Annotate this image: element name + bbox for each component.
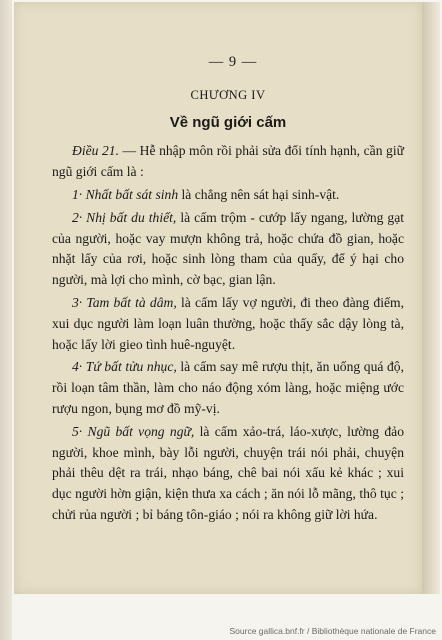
book-binding <box>0 0 12 640</box>
page-text <box>52 52 404 528</box>
article-text: — Hễ nhập môn rồi phải sửa đổi tính hạnh, cần giữ ngũ giới cấm là : <box>52 143 404 180</box>
precept-text: là cấm lấy vợ người, đi theo đàng điếm, xui dục người làm loạn luân thường, hoặc thấy sắc dậy lòng tà, hoặc lấy lời gieo tình huê-nguyệt. <box>52 294 405 352</box>
precept-label: 3· Tam bất tà dâm, <box>72 294 177 310</box>
chapter-heading: CHƯƠNG IV <box>190 87 266 102</box>
precept-text: là cấm xảo-trá, láo-xược, lường đảo người, khoe mình, bày lỗi người, chuyện trái nói phải, chuyện phải thêu dệt ra trái, nhạo báng, chê bai nói xấu kẻ khác ; xui dục người hờn giận, kiện thưa xa cách ; ăn nói lỗ mãng, thô tục ; chửi rủa người ; bỉ báng tôn-giáo ; nói ra không giữ lời hứa. <box>52 423 404 522</box>
page-edge <box>422 2 440 594</box>
precept-label: 5· Ngũ bất vọng ngữ, <box>72 423 195 439</box>
precept-label: 4· Tứ bất tửu nhục, <box>72 359 177 375</box>
precept-5 <box>52 422 404 526</box>
page-number: — 9 — <box>208 54 258 70</box>
article-paragraph <box>52 141 404 183</box>
precept-label: 1· Nhất bất sát sinh <box>72 186 179 202</box>
article-label: Điều 21. <box>72 143 119 159</box>
chapter-subtitle: Về ngũ giới cấm <box>169 113 287 131</box>
precept-3 <box>52 293 404 355</box>
source-footer: Source gallica.bnf.fr / Bibliothèque nationale de France <box>229 626 436 636</box>
precept-1 <box>52 185 404 206</box>
precept-2 <box>52 208 404 291</box>
precept-text: là cấm trộm - cướp lấy ngang, lường gạt của người, hoặc vay mượn không trả, hoặc chứa đồ gian, hoặc nhặt lấy của rơi, hoặc sinh lòng tham của quấy, để ý hại cho người, mà lợi cho mình, cờ bạc, gian lận. <box>52 209 405 288</box>
precept-text: là cấm say mê rượu thịt, ăn uống quá độ, rồi loạn tâm thần, làm cho náo động xóm làng, hoặc miệng ước rượu ngon, bụng mơ đồ mỹ-vị. <box>52 359 405 416</box>
precept-text: là chẳng nên sát hại sinh-vật. <box>181 186 340 202</box>
precept-4 <box>52 357 404 419</box>
precept-label: 2· Nhị bất du thiết, <box>72 209 177 225</box>
